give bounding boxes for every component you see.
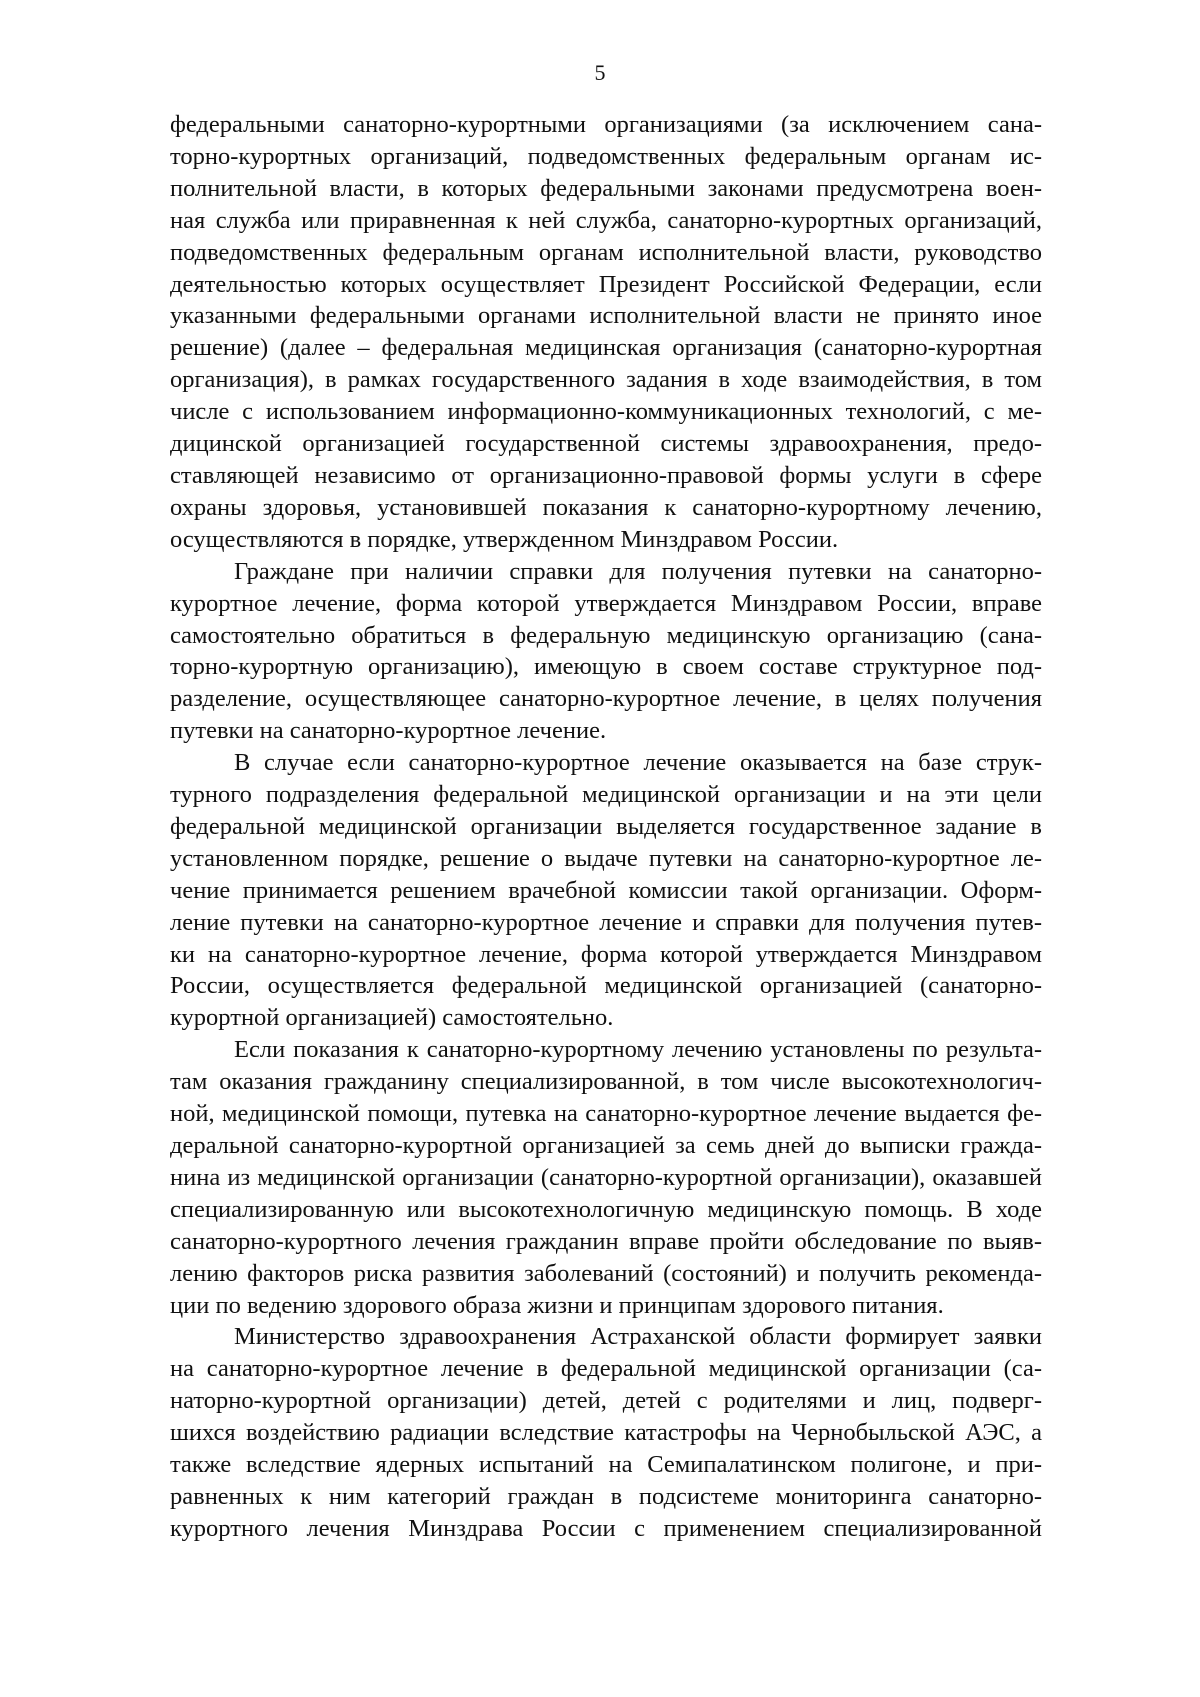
text-line: ление путевки на санаторно-курортное лечение и справки для получения путев- bbox=[170, 908, 1042, 936]
text-line: нина из медицинской организации (санаторно-курортной организации), оказавшей bbox=[170, 1163, 1042, 1191]
paragraph bbox=[170, 109, 1042, 556]
text-line: Если показания к санаторно-курортному лечению установлены по результа- bbox=[234, 1036, 1042, 1064]
text-line: подведомственных федеральным органам исполнительной власти, руководство bbox=[170, 238, 1042, 266]
text-line: числе с использованием информационно-коммуникационных технологий, с ме- bbox=[170, 398, 1042, 426]
text-line: Граждане при наличии справки для получения путевки на санаторно- bbox=[234, 557, 1042, 585]
page-number: 5 bbox=[594, 60, 606, 85]
text-line: путевки на санаторно-курортное лечение. bbox=[170, 717, 607, 745]
text-line: торно-курортную организацию), имеющую в своем составе структурное под- bbox=[170, 653, 1042, 681]
text-line: ки на санаторно-курортное лечение, форма которой утверждается Минздравом bbox=[170, 940, 1042, 968]
text-line: курортное лечение, форма которой утверждается Минздравом России, вправе bbox=[170, 589, 1042, 617]
paragraph bbox=[170, 747, 1042, 1034]
text-line: равненных к ним категорий граждан в подсистеме мониторинга санаторно- bbox=[170, 1482, 1042, 1510]
text-line: указанными федеральными органами исполнительной власти не принято иное bbox=[170, 302, 1042, 330]
text-line: полнительной власти, в которых федеральными законами предусмотрена воен- bbox=[170, 174, 1042, 202]
text-line: турного подразделения федеральной медицинской организации и на эти цели bbox=[170, 781, 1042, 809]
text-line: также вследствие ядерных испытаний на Семипалатинском полигоне, и при- bbox=[170, 1451, 1042, 1479]
text-line: осуществляются в порядке, утвержденном Минздравом России. bbox=[170, 525, 839, 553]
text-line: лению факторов риска развития заболеваний (состояний) и получить рекоменда- bbox=[170, 1259, 1042, 1287]
text-line: федеральными санаторно-курортными организациями (за исключением сана- bbox=[170, 111, 1042, 138]
text-line: России, осуществляется федеральной медицинской организацией (санаторно- bbox=[170, 972, 1042, 1000]
text-line: организация), в рамках государственного задания в ходе взаимодействия, в том bbox=[170, 366, 1042, 394]
text-line: федеральной медицинской организации выделяется государственное задание в bbox=[170, 812, 1042, 840]
text-line: В случае если санаторно-курортное лечение оказывается на базе струк- bbox=[234, 749, 1042, 777]
text-line: наторно-курортной организации) детей, детей с родителями и лиц, подверг- bbox=[170, 1387, 1042, 1415]
text-line: ставляющей независимо от организационно-правовой формы услуги в сфере bbox=[170, 461, 1042, 489]
text-line: шихся воздействию радиации вследствие катастрофы на Чернобыльской АЭС, а bbox=[170, 1419, 1042, 1447]
text-line: решение) (далее – федеральная медицинская организация (санаторно-курортная bbox=[170, 334, 1042, 362]
text-line: торно-курортных организаций, подведомственных федеральным органам ис- bbox=[170, 142, 1042, 170]
paragraph bbox=[170, 556, 1042, 747]
text-line: чение принимается решением врачебной комиссии такой организации. Оформ- bbox=[170, 876, 1042, 904]
text-line: ная служба или приравненная к ней служба, санаторно-курортных организаций, bbox=[170, 206, 1042, 234]
text-line: деятельностью которых осуществляет Президент Российской Федерации, если bbox=[170, 270, 1042, 298]
text-line: ной, медицинской помощи, путевка на санаторно-курортное лечение выдается фе- bbox=[170, 1100, 1042, 1128]
text-line: дицинской организацией государственной системы здравоохранения, предо- bbox=[170, 430, 1042, 458]
paragraph bbox=[170, 1034, 1042, 1321]
text-line: деральной санаторно-курортной организацией за семь дней до выписки гражда- bbox=[170, 1132, 1042, 1159]
document-body bbox=[170, 109, 1042, 1545]
text-line: охраны здоровья, установившей показания к санаторно-курортному лечению, bbox=[170, 493, 1042, 521]
text-line: самостоятельно обратиться в федеральную медицинскую организацию (сана- bbox=[170, 621, 1042, 649]
text-line: установленном порядке, решение о выдаче путевки на санаторно-курортное ле- bbox=[170, 844, 1042, 872]
text-line: курортного лечения Минздрава России с применением специализированной bbox=[170, 1514, 1042, 1542]
text-line: разделение, осуществляющее санаторно-курортное лечение, в целях получения bbox=[170, 685, 1042, 713]
text-line: там оказания гражданину специализированной, в том числе высокотехнологич- bbox=[170, 1068, 1042, 1096]
text-line: курортной организацией) самостоятельно. bbox=[170, 1004, 614, 1032]
paragraph bbox=[170, 1321, 1042, 1544]
text-line: Министерство здравоохранения Астраханской области формирует заявки bbox=[234, 1323, 1042, 1351]
text-line: санаторно-курортного лечения гражданин вправе пройти обследование по выяв- bbox=[170, 1227, 1042, 1255]
text-line: на санаторно-курортное лечение в федеральной медицинской организации (са- bbox=[170, 1355, 1042, 1383]
text-line: специализированную или высокотехнологичную медицинскую помощь. В ходе bbox=[170, 1195, 1042, 1223]
text-line: ции по ведению здорового образа жизни и принципам здорового питания. bbox=[170, 1291, 944, 1319]
